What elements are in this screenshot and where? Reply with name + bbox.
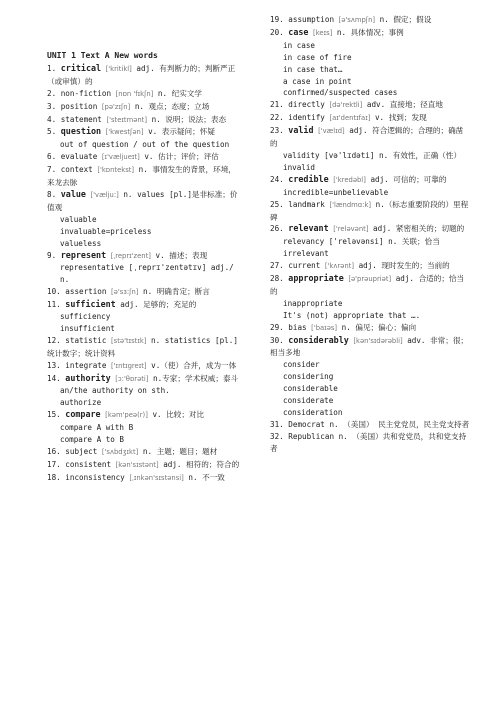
entry-number: 1.	[47, 63, 57, 73]
entry-phonetic: [kəm'peə(r)]	[105, 411, 148, 420]
entry-derivative: a case in point	[283, 76, 352, 86]
entry-number: 26.	[270, 224, 284, 234]
entry-word: valid	[288, 125, 314, 136]
entry-definition: n. （美国）共和党党员，共和党支持者	[270, 431, 467, 453]
word-list-right	[270, 14, 470, 455]
entry-word: context	[60, 165, 93, 175]
entry-phonetic: [kən'sɪdərəbli]	[353, 336, 403, 345]
vocab-entry	[47, 126, 242, 139]
left-column	[47, 50, 242, 485]
entry-number: 2.	[47, 88, 57, 98]
entry-word: non-fiction	[60, 88, 112, 98]
entry-number: 15.	[47, 410, 61, 420]
entry-word: current	[288, 261, 321, 271]
entry-derivative: considerable	[283, 384, 338, 394]
vocab-entry	[270, 322, 470, 335]
entry-definition: v.（使）合并，成为一体	[151, 360, 237, 370]
entry-derivative: valuable	[60, 214, 97, 224]
entry-number: 13.	[47, 360, 61, 370]
entry-word: critical	[60, 62, 102, 73]
entry-number: 8.	[47, 189, 57, 199]
entry-definition: adj. 足够的；充足的	[120, 300, 197, 310]
entry-phonetic: ['lændmɑ:k]	[329, 200, 371, 209]
entry-word: considerably	[288, 334, 349, 345]
entry-definition: n. 明确肯定；断言	[143, 287, 210, 297]
vocab-entry	[47, 409, 242, 422]
entry-number: 22.	[270, 113, 284, 123]
vocab-entry	[270, 174, 470, 187]
entry-phonetic: [ə'sɜ:ʃn]	[111, 288, 139, 297]
entry-word: Democrat	[288, 419, 325, 429]
entry-derivative: compare A to B	[60, 435, 125, 445]
vocab-entry	[270, 431, 470, 455]
entry-word: statistic	[65, 335, 107, 345]
vocab-entry	[47, 189, 242, 214]
entry-phonetic: ['kɒntekst]	[97, 166, 135, 175]
entry-word: sufficient	[65, 299, 116, 310]
entry-definition: n. 说明；说法；表态	[151, 114, 227, 124]
entry-phonetic: ['vælɪd]	[318, 127, 345, 136]
entry-number: 5.	[47, 127, 57, 137]
entry-phonetic: ['ɪntɪgreɪt]	[111, 361, 147, 370]
entry-number: 25.	[270, 199, 284, 209]
vocab-entry	[270, 260, 470, 273]
entry-number: 32.	[270, 431, 284, 441]
entry-number: 24.	[270, 174, 284, 184]
entry-derivative: It's (not) appropriate that ….	[283, 310, 421, 320]
entry-number: 31.	[270, 419, 284, 429]
entry-word: value	[60, 188, 86, 199]
page-title: UNIT 1 Text A New words	[47, 51, 158, 60]
entry-phonetic: ['baɪəs]	[311, 323, 338, 332]
entry-number: 16.	[47, 447, 61, 456]
entry-definition: n.专家；学术权威；泰斗	[153, 373, 239, 383]
entry-word: subject	[65, 447, 98, 456]
entry-word: relevant	[288, 223, 329, 234]
entry-word: appropriate	[288, 273, 344, 284]
entry-definition: n. 观点；态度；立场	[134, 101, 210, 111]
entry-definition: n. 假定；假设	[379, 15, 432, 24]
entry-phonetic: [aɪ'dentɪfaɪ]	[329, 114, 371, 123]
entry-number: 17.	[47, 459, 61, 469]
entry-definition: n. statistics [pl.] 统计数字；统计资料	[47, 335, 238, 358]
entry-definition: v. 找到；发现	[374, 113, 427, 123]
vocab-entry	[270, 27, 470, 40]
entry-derivative: consideration	[283, 408, 343, 417]
vocab-entry	[270, 112, 470, 125]
entry-word: assumption	[288, 15, 335, 24]
vocab-entry	[47, 360, 242, 373]
word-list-left	[47, 63, 242, 485]
entry-word: consistent	[65, 459, 112, 469]
vocab-entry	[270, 335, 470, 360]
entry-derivative: confirmed/suspected cases	[283, 88, 398, 98]
entry-phonetic: [nɒn 'fɪkʃn]	[115, 89, 154, 98]
entry-phonetic: ['kwestʃən]	[105, 128, 144, 137]
entry-definition: n. 主题；题目；题材	[142, 447, 218, 456]
vocab-entry	[47, 114, 242, 127]
entry-number: 19.	[270, 15, 284, 24]
entry-number: 12.	[47, 335, 61, 345]
entry-definition: adv. 非常；很；相当多地	[270, 335, 469, 358]
entry-word: authority	[65, 372, 111, 383]
vocab-entry	[270, 223, 470, 236]
entry-definition: n. values [pl.]是非标准；价值观	[47, 189, 238, 212]
entry-number: 7.	[47, 165, 57, 175]
entry-word: landmark	[288, 199, 325, 209]
entry-word: integrate	[65, 360, 107, 370]
entry-word: inconsistency	[65, 472, 125, 482]
entry-phonetic: ['kʌrənt]	[324, 262, 354, 271]
entry-derivative: in case of fire	[283, 52, 352, 62]
entry-word: case	[288, 26, 309, 37]
vocab-entry	[47, 88, 242, 101]
entry-number: 23.	[270, 126, 284, 136]
entry-number: 6.	[47, 152, 57, 162]
entry-phonetic: ['reləvənt]	[333, 225, 369, 234]
entry-number: 30.	[270, 335, 284, 345]
entry-phonetic: ['kredəbl]	[333, 175, 366, 184]
entry-definition: v. 表示疑问；怀疑	[148, 127, 215, 137]
entry-derivative: in case that…	[283, 64, 343, 74]
vocab-entry	[47, 459, 242, 472]
entry-number: 27.	[270, 261, 284, 271]
entry-definition: n. 事情发生的背景，环境，来龙去脉	[47, 165, 236, 188]
entry-derivative: compare A with B	[60, 423, 134, 433]
entry-word: credible	[288, 173, 329, 184]
entry-derivative: validity [və'lɪdəti] n. 有效性，正确（性）	[283, 150, 462, 160]
entry-number: 4.	[47, 114, 57, 124]
entry-definition: adj. 合适的；恰当的	[270, 274, 465, 296]
entry-definition: adj. 紧密相关的；切题的	[373, 224, 465, 234]
entry-definition: v. 比较；对比	[152, 410, 205, 420]
vocab-entry	[47, 250, 242, 263]
entry-derivative: insufficient	[60, 323, 115, 333]
entry-definition: v. 估计；评价；评估	[144, 152, 219, 162]
entry-derivative: valueless	[60, 238, 102, 248]
entry-derivative: representative [ˌreprɪ'zentətɪv] adj./n.	[60, 263, 234, 285]
entry-phonetic: [keɪs]	[313, 28, 333, 37]
entry-phonetic: [kən'sɪstənt]	[115, 460, 159, 469]
entry-definition: n.（标志重要阶段的）里程碑	[270, 199, 469, 222]
entry-number: 18.	[47, 472, 61, 482]
entry-number: 29.	[270, 322, 284, 332]
entry-phonetic: [ɪ'væljueɪt]	[101, 153, 140, 162]
entry-phonetic: ['sʌbdʒɪkt]	[101, 448, 139, 456]
entry-definition: n. 具体情况；事例	[336, 27, 404, 37]
entry-definition: adj. 符合逻辑的；合理的；确凿的	[270, 126, 464, 149]
entry-derivative: invaluable=priceless	[60, 226, 152, 236]
entry-definition: adj. 有判断力的；判断严正（或审慎）的	[47, 63, 236, 86]
entry-number: 14.	[47, 373, 61, 383]
vocab-entry	[47, 63, 242, 88]
entry-definition: n. 不一致	[188, 472, 225, 482]
entry-word: evaluate	[60, 152, 98, 162]
entry-derivative: consider	[283, 360, 320, 370]
entry-number: 21.	[270, 100, 284, 110]
vocab-entry	[47, 101, 242, 114]
entry-number: 3.	[47, 101, 57, 111]
entry-definition: adj. 现时发生的；当前的	[358, 261, 450, 271]
entry-phonetic: ['steɪtmənt]	[106, 115, 147, 124]
entry-phonetic: ['kritikl]	[105, 64, 132, 73]
entry-derivative: relevancy ['reləvənsi] n. 关联；恰当	[283, 237, 440, 247]
entry-derivative: considerate	[283, 396, 334, 406]
entry-derivative: authorize	[60, 398, 102, 408]
vocab-entry	[270, 199, 470, 224]
vocab-entry	[270, 14, 470, 27]
entry-word: position	[60, 101, 98, 111]
entry-phonetic: [stə'tɪstɪk]	[111, 336, 147, 345]
entry-word: compare	[65, 409, 101, 420]
entry-number: 11.	[47, 300, 61, 310]
entry-number: 20.	[270, 27, 284, 37]
entry-word: represent	[60, 249, 107, 260]
vocab-entry	[47, 373, 242, 386]
vocab-entry	[270, 419, 470, 431]
vocab-entry	[47, 151, 242, 164]
vocab-entry	[270, 273, 470, 298]
entry-definition: n. （美国） 民主党党员，民主党支持者	[329, 419, 470, 429]
entry-derivative: sufficiency	[60, 312, 111, 322]
entry-word: Republican	[288, 431, 335, 441]
right-column	[270, 14, 470, 455]
entry-definition: n. 偏见；偏心；偏向	[341, 322, 417, 332]
vocab-entry	[47, 446, 242, 459]
vocab-entry	[47, 286, 242, 299]
entry-derivative: invalid	[283, 162, 316, 172]
entry-phonetic: [də'rektli]	[329, 101, 363, 110]
entry-phonetic: [ə'prəupriət]	[348, 275, 392, 284]
entry-definition: v. 描述；表现	[155, 250, 208, 260]
entry-definition: n. 纪实文学	[157, 88, 202, 98]
entry-phonetic: [ˌɪnkən'sɪstənsi]	[129, 473, 184, 482]
entry-word: identify	[288, 113, 325, 123]
entry-derivative: an/the authority on sth.	[60, 386, 170, 396]
entry-number: 10.	[47, 287, 61, 297]
entry-phonetic: [ˌreprɪ'zent]	[110, 251, 151, 260]
vocab-entry	[47, 335, 242, 360]
entry-derivative: in case	[283, 40, 316, 50]
vocab-entry	[47, 299, 242, 311]
entry-phonetic: [ɔ:'θɒrəti]	[115, 374, 149, 383]
entry-derivative: out of question / out of the question	[60, 140, 230, 150]
entry-phonetic: [ə'sʌmpʃn]	[338, 16, 376, 24]
entry-phonetic: ['vælju:]	[90, 190, 119, 199]
entry-word: bias	[288, 322, 307, 332]
entry-derivative: irrelevant	[283, 249, 329, 259]
entry-definition: adj. 相符的；符合的	[163, 459, 240, 469]
vocab-entry	[270, 125, 470, 150]
entry-number: 9.	[47, 250, 57, 260]
entry-derivative: incredible=unbelievable	[283, 187, 389, 197]
vocab-entry	[47, 472, 242, 485]
entry-word: statement	[60, 114, 102, 124]
entry-word: question	[60, 126, 102, 137]
entry-phonetic: [pə'zɪʃn]	[101, 102, 131, 111]
entry-derivative: considering	[283, 372, 334, 382]
vocab-entry	[270, 99, 470, 112]
entry-word: assertion	[65, 287, 107, 297]
entry-number: 28.	[270, 274, 284, 284]
entry-word: directly	[288, 100, 325, 110]
entry-definition: adv. 直接地；径直地	[366, 100, 443, 110]
entry-derivative: inappropriate	[283, 298, 343, 308]
vocab-entry	[47, 164, 242, 189]
entry-definition: adj. 可信的；可靠的	[370, 174, 447, 184]
